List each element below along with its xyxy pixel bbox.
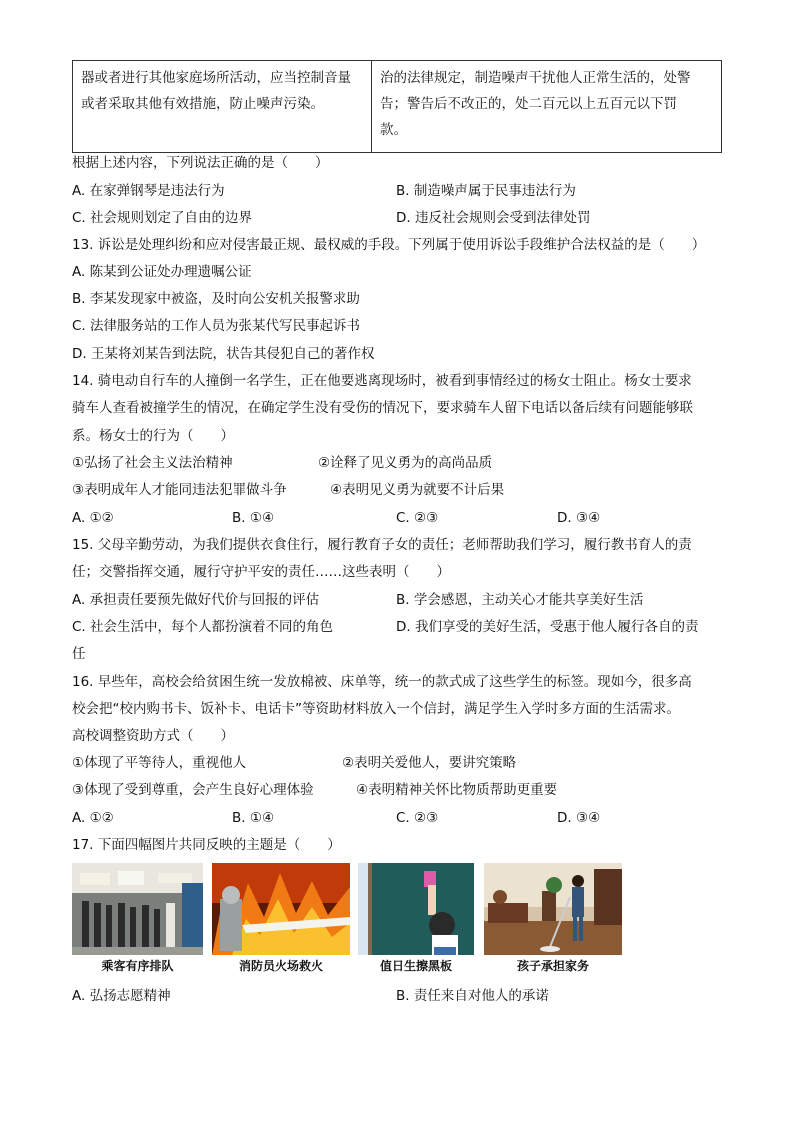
q14-statement-4: ④表明见义勇为就要不计后果 — [330, 482, 505, 498]
q12-stem: 根据上述内容，下列说法正确的是（ ） — [72, 155, 329, 171]
q15-option-a: A. 承担责任要预先做好代价与回报的评估 — [72, 592, 320, 608]
q14-stem-line3: 系。杨女士的行为（ ） — [72, 428, 234, 444]
q14-stem-line2: 骑车人查看被撞学生的情况，在确定学生没有受伤的情况下，要求骑车人留下电话以备后续有问题能够联 — [72, 400, 693, 416]
q12-option-d: D. 违反社会规则会受到法律处罚 — [396, 210, 591, 226]
photo-student-blackboard — [358, 863, 474, 955]
caption-passengers-queue: 乘客有序排队 — [101, 959, 174, 973]
photo-firefighter — [212, 863, 350, 955]
caption-student-blackboard: 值日生擦黑板 — [379, 959, 452, 973]
q16-option-b: B. ①④ — [232, 810, 275, 826]
q13-option-a: A. 陈某到公证处办理遗嘱公证 — [72, 264, 252, 280]
q16-statement-1: ①体现了平等待人，重视他人 — [72, 755, 247, 771]
q16-option-d: D. ③④ — [557, 810, 601, 826]
caption-child-chores: 孩子承担家务 — [516, 959, 589, 973]
q13-option-d: D. 王某将刘某告到法院，状告其侵犯自己的著作权 — [72, 346, 375, 362]
q15-option-d: D. 我们享受的美好生活，受惠于他人履行各自的责 — [396, 619, 699, 635]
q13-option-b: B. 李某发现家中被盗，及时向公安机关报警求助 — [72, 291, 360, 307]
q16-option-c: C. ②③ — [396, 810, 439, 826]
q12-option-a: A. 在家弹钢琴是违法行为 — [72, 183, 225, 199]
q15-stem-line1: 15. 父母辛勤劳动，为我们提供衣食住行，履行教育子女的责任；老师帮助我们学习，履行教书育人的责 — [72, 537, 692, 553]
q12-option-b: B. 制造噪声属于民事违法行为 — [396, 183, 576, 199]
q14-statement-1: ①弘扬了社会主义法治精神 — [72, 455, 233, 471]
photo-passengers-queue — [72, 863, 203, 955]
table-cell-left: 器或者进行其他家庭场所活动，应当控制音量 或者采取其他有效措施，防止噪声污染。 — [73, 61, 372, 153]
q14-option-c: C. ②③ — [396, 510, 439, 526]
q13-stem: 13. 诉讼是处理纠纷和应对侵害最正规、最权威的手段。下列属于使用诉讼手段维护合法权益的是（ ） — [72, 237, 706, 253]
table-cell-right: 治的法律规定，制造噪声干扰他人正常生活的，处警 告；警告后不改正的，处二百元以上五百元以下罚 款。 — [372, 61, 722, 153]
q14-option-a: A. ①② — [72, 510, 114, 526]
q16-option-a: A. ①② — [72, 810, 114, 826]
q15-option-b: B. 学会感恩，主动关心才能共享美好生活 — [396, 592, 644, 608]
q16-stem-line3: 高校调整资助方式（ ） — [72, 728, 234, 744]
q15-stem-line2: 任；交警指挥交通，履行守护平安的责任……这些表明（ ） — [72, 564, 450, 580]
q17-stem: 17. 下面四幅图片共同反映的主题是（ ） — [72, 837, 341, 853]
q15-option-c: C. 社会生活中，每个人都扮演着不同的角色 — [72, 619, 334, 635]
q14-statement-2: ②诠释了见义勇为的高尚品质 — [318, 455, 493, 471]
regulation-table — [72, 60, 722, 153]
photo-child-chores — [484, 863, 622, 955]
q14-option-b: B. ①④ — [232, 510, 275, 526]
q14-stem-line1: 14. 骑电动自行车的人撞倒一名学生，正在他要逃离现场时，被看到事情经过的杨女士阻止。杨女士要求 — [72, 373, 692, 389]
q12-option-c: C. 社会规则划定了自由的边界 — [72, 210, 253, 226]
q13-option-c: C. 法律服务站的工作人员为张某代写民事起诉书 — [72, 318, 361, 334]
q16-statement-4: ④表明精神关怀比物质帮助更重要 — [356, 782, 558, 798]
q17-option-a: A. 弘扬志愿精神 — [72, 988, 171, 1004]
caption-firefighter: 消防员火场救火 — [238, 959, 323, 973]
q16-statement-3: ③体现了受到尊重，会产生良好心理体验 — [72, 782, 314, 798]
q16-stem-line2: 校会把“校内购书卡、饭补卡、电话卡”等资助材料放入一个信封，满足学生入学时多方面的生活需求。 — [72, 701, 680, 717]
q14-option-d: D. ③④ — [557, 510, 601, 526]
q16-stem-line1: 16. 早些年，高校会给贫困生统一发放棉被、床单等，统一的款式成了这些学生的标签。现如今，很多高 — [72, 674, 692, 690]
q17-option-b: B. 责任来自对他人的承诺 — [396, 988, 549, 1004]
q14-statement-3: ③表明成年人才能同违法犯罪做斗争 — [72, 482, 287, 498]
q15-option-d-wrap: 任 — [72, 646, 86, 662]
q16-statement-2: ②表明关爱他人，要讲究策略 — [342, 755, 517, 771]
